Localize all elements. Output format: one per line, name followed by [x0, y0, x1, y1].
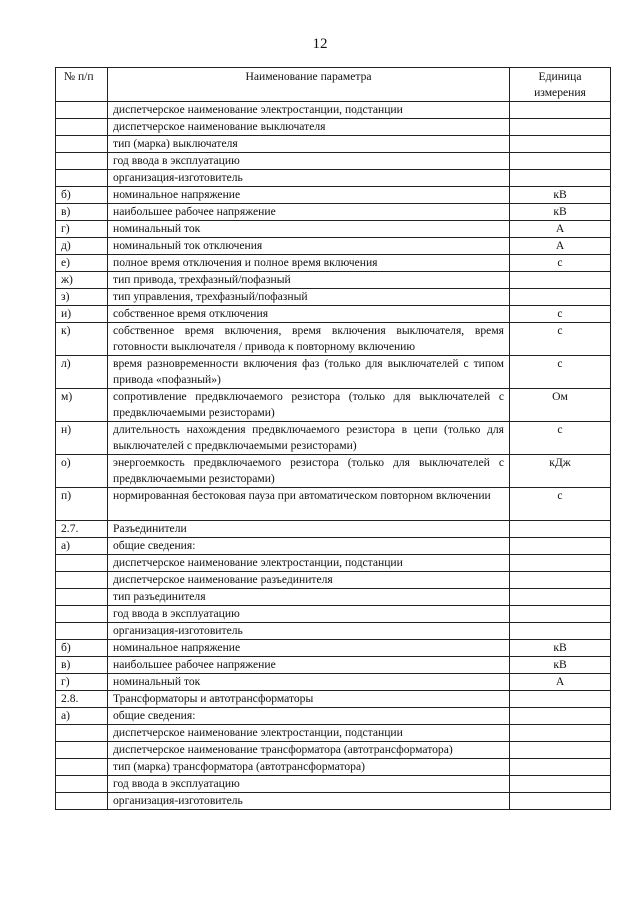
parameter-name: номинальное напряжение: [108, 187, 510, 204]
row-number: [56, 606, 108, 623]
unit-of-measure: [510, 725, 611, 742]
unit-of-measure: кДж: [510, 455, 611, 488]
table-row: [56, 455, 611, 488]
row-number: [56, 623, 108, 640]
table-row: [56, 323, 611, 356]
parameter-name: диспетчерское наименование выключателя: [108, 119, 510, 136]
row-number: [56, 119, 108, 136]
unit-of-measure: кВ: [510, 204, 611, 221]
parameter-name: тип (марка) трансформатора (автотрансформатора): [108, 759, 510, 776]
unit-of-measure: [510, 572, 611, 589]
parameter-name: номинальное напряжение: [108, 640, 510, 657]
unit-of-measure: [510, 623, 611, 640]
unit-of-measure: [510, 776, 611, 793]
table-row: [56, 422, 611, 455]
table-row: [56, 187, 611, 204]
row-number: [56, 136, 108, 153]
parameter-name: энергоемкость предвключаемого резистора (только для выключателей с предвключаемыми резисторами): [108, 455, 510, 488]
parameter-name: Разъединители: [108, 521, 510, 538]
row-number: [56, 793, 108, 810]
parameter-name: наибольшее рабочее напряжение: [108, 657, 510, 674]
table-row: [56, 589, 611, 606]
table-row: [56, 776, 611, 793]
table-row: [56, 356, 611, 389]
table-row: [56, 255, 611, 272]
row-number: з): [56, 289, 108, 306]
header-parameter-name: Наименование параметра: [108, 68, 510, 102]
unit-of-measure: [510, 759, 611, 776]
parameter-name: организация-изготовитель: [108, 793, 510, 810]
parameter-name: общие сведения:: [108, 708, 510, 725]
parameter-name: тип привода, трехфазный/пофазный: [108, 272, 510, 289]
table-row: [56, 204, 611, 221]
row-number: [56, 555, 108, 572]
table-row: [56, 793, 611, 810]
table-row: [56, 640, 611, 657]
unit-of-measure: [510, 289, 611, 306]
parameter-name: номинальный ток: [108, 674, 510, 691]
unit-of-measure: кВ: [510, 640, 611, 657]
parameter-name: организация-изготовитель: [108, 170, 510, 187]
table-row: [56, 289, 611, 306]
row-number: [56, 776, 108, 793]
table-row: [56, 538, 611, 555]
parameter-name: диспетчерское наименование электростанции, подстанции: [108, 102, 510, 119]
unit-of-measure: [510, 691, 611, 708]
parameter-name: время разновременности включения фаз (только для выключателей с типом привода «пофазный»): [108, 356, 510, 389]
table-row: [56, 488, 611, 521]
parameter-name: тип (марка) выключателя: [108, 136, 510, 153]
table-row: [56, 742, 611, 759]
parameter-name: год ввода в эксплуатацию: [108, 153, 510, 170]
row-number: [56, 153, 108, 170]
row-number: 2.8.: [56, 691, 108, 708]
row-number: б): [56, 187, 108, 204]
parameter-name: год ввода в эксплуатацию: [108, 776, 510, 793]
table-header-row: [56, 68, 611, 102]
unit-of-measure: с: [510, 356, 611, 389]
table-row: [56, 623, 611, 640]
row-number: [56, 170, 108, 187]
row-number: и): [56, 306, 108, 323]
row-number: а): [56, 708, 108, 725]
row-number: л): [56, 356, 108, 389]
table-row: [56, 708, 611, 725]
row-number: о): [56, 455, 108, 488]
parameter-name: тип разъединителя: [108, 589, 510, 606]
row-number: д): [56, 238, 108, 255]
row-number: 2.7.: [56, 521, 108, 538]
unit-of-measure: [510, 589, 611, 606]
table-row: [56, 389, 611, 422]
parameter-name: нормированная бестоковая пауза при автоматическом повторном включении: [108, 488, 510, 521]
unit-of-measure: с: [510, 255, 611, 272]
unit-of-measure: с: [510, 323, 611, 356]
header-unit: Единица измерения: [510, 68, 611, 102]
unit-of-measure: [510, 742, 611, 759]
row-number: [56, 725, 108, 742]
table-row: [56, 759, 611, 776]
row-number: в): [56, 204, 108, 221]
unit-of-measure: [510, 708, 611, 725]
unit-of-measure: [510, 272, 611, 289]
table-row: [56, 657, 611, 674]
row-number: [56, 759, 108, 776]
parameter-name: диспетчерское наименование разъединителя: [108, 572, 510, 589]
row-number: к): [56, 323, 108, 356]
row-number: [56, 102, 108, 119]
row-number: [56, 589, 108, 606]
row-number: б): [56, 640, 108, 657]
table-row: [56, 272, 611, 289]
unit-of-measure: [510, 538, 611, 555]
parameter-name: собственное время включения, время включения выключателя, время готовности выключателя / привода к повторному включению: [108, 323, 510, 356]
parameter-name: собственное время отключения: [108, 306, 510, 323]
unit-of-measure: кВ: [510, 187, 611, 204]
row-number: ж): [56, 272, 108, 289]
table-row: [56, 102, 611, 119]
unit-of-measure: [510, 102, 611, 119]
table-row: [56, 555, 611, 572]
unit-of-measure: [510, 521, 611, 538]
unit-of-measure: [510, 555, 611, 572]
table-row: [56, 521, 611, 538]
unit-of-measure: [510, 170, 611, 187]
table-row: [56, 136, 611, 153]
row-number: г): [56, 221, 108, 238]
unit-of-measure: Ом: [510, 389, 611, 422]
parameter-name: год ввода в эксплуатацию: [108, 606, 510, 623]
unit-of-measure: [510, 606, 611, 623]
parameter-name: диспетчерское наименование электростанции, подстанции: [108, 555, 510, 572]
table-row: [56, 606, 611, 623]
row-number: е): [56, 255, 108, 272]
row-number: [56, 742, 108, 759]
table-row: [56, 238, 611, 255]
table-row: [56, 691, 611, 708]
unit-of-measure: с: [510, 422, 611, 455]
row-number: н): [56, 422, 108, 455]
parameter-name: сопротивление предвключаемого резистора (только для выключателей с предвключаемыми резисторами): [108, 389, 510, 422]
parameter-name: Трансформаторы и автотрансформаторы: [108, 691, 510, 708]
row-number: [56, 572, 108, 589]
parameter-name: диспетчерское наименование трансформатора (автотрансформатора): [108, 742, 510, 759]
header-number: № п/п: [56, 68, 108, 102]
parameter-name: наибольшее рабочее напряжение: [108, 204, 510, 221]
unit-of-measure: [510, 153, 611, 170]
table-body: [56, 102, 611, 810]
row-number: г): [56, 674, 108, 691]
unit-of-measure: с: [510, 488, 611, 521]
parameter-name: диспетчерское наименование электростанции, подстанции: [108, 725, 510, 742]
parameter-name: организация-изготовитель: [108, 623, 510, 640]
parameter-name: номинальный ток: [108, 221, 510, 238]
unit-of-measure: А: [510, 674, 611, 691]
table-row: [56, 674, 611, 691]
unit-of-measure: А: [510, 221, 611, 238]
row-number: м): [56, 389, 108, 422]
parameter-name: тип управления, трехфазный/пофазный: [108, 289, 510, 306]
unit-of-measure: [510, 119, 611, 136]
table-row: [56, 306, 611, 323]
unit-of-measure: [510, 136, 611, 153]
row-number: а): [56, 538, 108, 555]
parameters-table: [55, 67, 611, 810]
unit-of-measure: кВ: [510, 657, 611, 674]
table-row: [56, 572, 611, 589]
unit-of-measure: [510, 793, 611, 810]
parameter-name: номинальный ток отключения: [108, 238, 510, 255]
unit-of-measure: с: [510, 306, 611, 323]
parameter-name: общие сведения:: [108, 538, 510, 555]
row-number: п): [56, 488, 108, 521]
table-row: [56, 725, 611, 742]
table-row: [56, 153, 611, 170]
table-row: [56, 170, 611, 187]
table-row: [56, 119, 611, 136]
row-number: в): [56, 657, 108, 674]
parameter-name: длительность нахождения предвключаемого резистора в цепи (только для выключателей с предвключаемыми резисторами): [108, 422, 510, 455]
parameter-name: полное время отключения и полное время включения: [108, 255, 510, 272]
table-row: [56, 221, 611, 238]
unit-of-measure: А: [510, 238, 611, 255]
page-number: 12: [312, 36, 328, 52]
